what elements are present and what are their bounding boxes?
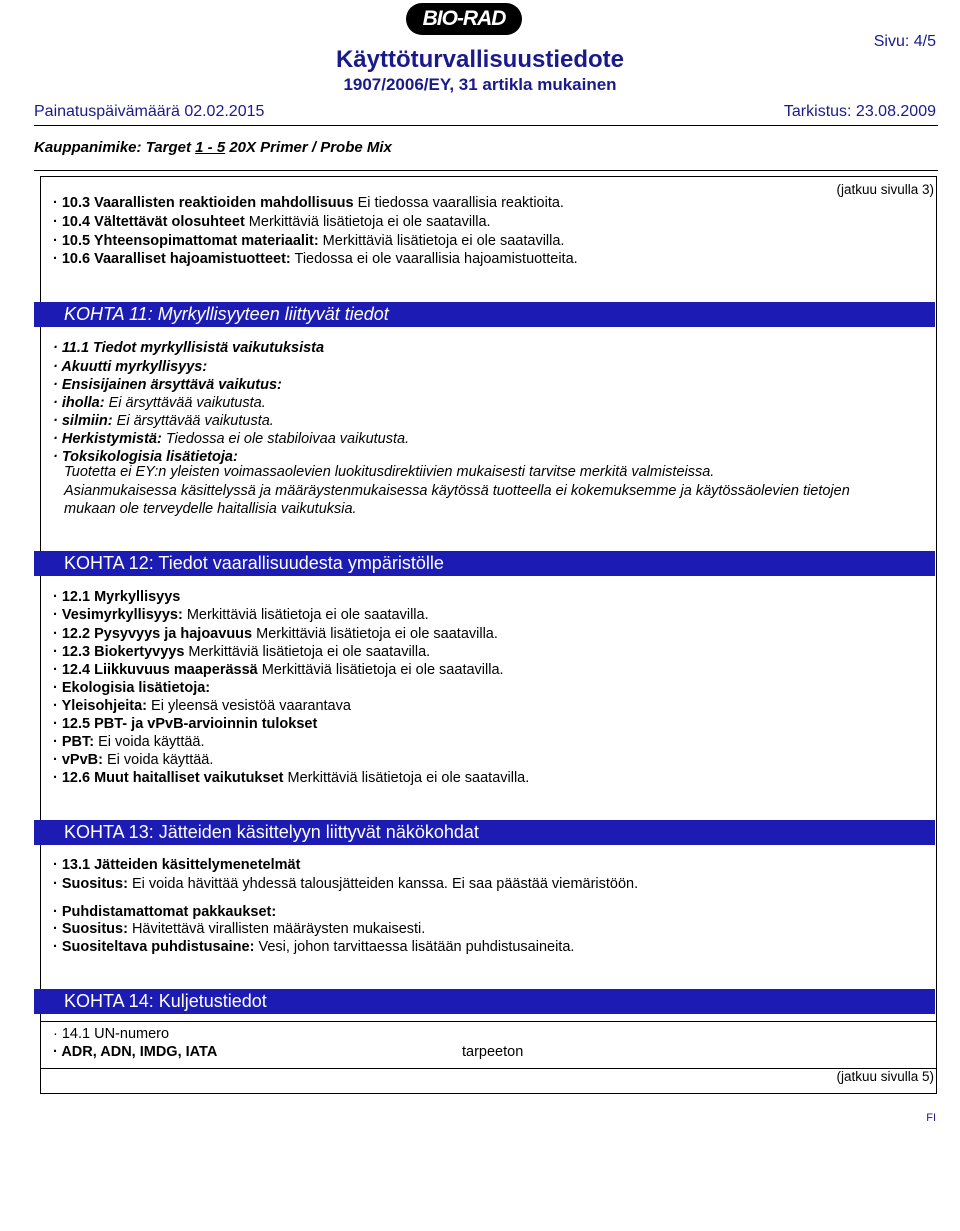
toxicology-paragraph-1: Tuotetta ei EY:n yleisten voimassaolevien luokitusdirektiivien mukaisesti tarvitse merkitä valmisteissa. xyxy=(64,464,715,480)
section-12-line xyxy=(53,662,504,678)
section-10-line-label: · 10.5 Yhteensopimattomat materiaalit: xyxy=(53,233,319,249)
section-12-line xyxy=(53,644,430,660)
section-12-line xyxy=(53,752,213,768)
section-11-line-label: · silmiin: xyxy=(53,413,113,429)
page-number: Sivu: 4/5 xyxy=(873,33,936,50)
section-12-line xyxy=(53,589,180,605)
trade-name xyxy=(34,139,392,156)
section-10-line xyxy=(53,195,564,211)
section-12-line-value: Ei voida käyttää. xyxy=(94,734,205,750)
section-11-line-value: Ei ärsyttävää vaikutusta. xyxy=(112,413,274,429)
section-10-line-label: · 10.3 Vaarallisten reaktioiden mahdollisuus xyxy=(53,195,354,211)
section-11-line xyxy=(53,413,274,429)
section-12-line-label: · Vesimyrkyllisyys: xyxy=(53,607,183,623)
continued-from-note: (jatkuu sivulla 3) xyxy=(836,182,934,197)
continued-on-note: (jatkuu sivulla 5) xyxy=(836,1069,934,1084)
toxicology-paragraph-2a: Asianmukaisessa käsittelyssä ja määräystenmukaisessa käytössä tuotteella ei kokemuksemme ja käytössäolevien tietojen xyxy=(64,483,850,499)
section-12-line-label: · 12.4 Liikkuvuus maaperässä xyxy=(53,662,258,678)
section-13-heading: KOHTA 13: Jätteiden käsittelyyn liittyvät näkökohdat xyxy=(34,820,935,845)
section-11-line-label: · 11.1 Tiedot myrkyllisistä vaikutuksista xyxy=(53,340,325,356)
section-12-line xyxy=(53,734,205,750)
section-11-line-label: · Akuutti myrkyllisyys: xyxy=(53,359,208,375)
section-12-line xyxy=(53,698,351,714)
adr-value: tarpeeton xyxy=(462,1044,524,1060)
section-12-line-value: Merkittäviä lisätietoja ei ole saatavilla. xyxy=(182,607,429,623)
section-12-line-value: Merkittäviä lisätietoja ei ole saatavilla. xyxy=(283,770,530,786)
section-11-line-label: · Toksikologisia lisätietoja: xyxy=(53,449,238,465)
revision-date: Tarkistus: 23.08.2009 xyxy=(783,103,936,120)
section-12-line xyxy=(53,626,498,642)
section-11-line-label: · Herkistymistä: xyxy=(53,431,162,447)
section-11-line xyxy=(53,340,324,356)
trade-name-suffix: 20X Primer / Probe Mix xyxy=(225,139,392,156)
section-11-line xyxy=(53,449,238,465)
document-title: Käyttöturvallisuustiedote xyxy=(335,46,625,73)
section-13-line-label: · Suositus: xyxy=(53,876,128,892)
header-rule-bottom xyxy=(34,170,938,171)
section-13-line xyxy=(53,876,638,892)
section-12-line-label: · 12.3 Biokertyvyys xyxy=(53,644,185,660)
section-11-heading: KOHTA 11: Myrkyllisyyteen liittyvät tiedot xyxy=(34,302,935,327)
section-12-line-label: · 12.5 PBT- ja vPvB-arvioinnin tulokset xyxy=(53,716,318,732)
section-11-line-label: · iholla: xyxy=(53,395,105,411)
section-12-line-label: · 12.6 Muut haitalliset vaikutukset xyxy=(53,770,284,786)
section-12-line-value: Ei yleensä vesistöä vaarantava xyxy=(147,698,351,714)
section-13-line-label: · Suositeltava puhdistusaine: xyxy=(53,939,255,955)
section-13-line xyxy=(53,904,276,920)
section-11-line-value: Tiedossa ei ole stabiloivaa vaikutusta. xyxy=(161,431,410,447)
section-11-line xyxy=(53,377,282,393)
document-subtitle: 1907/2006/EY, 31 artikla mukainen xyxy=(343,75,617,94)
bio-rad-logo: BIO-RAD xyxy=(406,3,522,35)
section-13-line-value: Hävitettävä virallisten määräysten mukaisesti. xyxy=(127,921,426,937)
section-13-line xyxy=(53,921,425,937)
section-10-line-value: Merkittäviä lisätietoja ei ole saatavilla. xyxy=(318,233,565,249)
adr-label: · ADR, ADN, IMDG, IATA xyxy=(53,1044,218,1060)
section-11-line-label: · Ensisijainen ärsyttävä vaikutus: xyxy=(53,377,282,393)
section-12-line-label: · vPvB: xyxy=(53,752,103,768)
section-11-line xyxy=(53,431,409,447)
print-date: Painatuspäivämäärä 02.02.2015 xyxy=(34,103,265,120)
section-13-line-value: Ei voida hävittää yhdessä talousjätteiden kanssa. Ei saa päästää viemäristöön. xyxy=(127,876,639,892)
un-number-label: · 14.1 UN-numero xyxy=(53,1026,170,1042)
section-13-line-label: · Puhdistamattomat pakkaukset: xyxy=(53,904,277,920)
section-12-line-label: · Yleisohjeita: xyxy=(53,698,148,714)
section-10-line xyxy=(53,233,564,249)
section-10-line-value: Ei tiedossa vaarallisia reaktioita. xyxy=(353,195,564,211)
section-13-line-value: Vesi, johon tarvittaessa lisätään puhdistusaineita. xyxy=(254,939,575,955)
section-10-line xyxy=(53,251,578,267)
section-12-line-label: · PBT: xyxy=(53,734,95,750)
section-12-line-label: · 12.1 Myrkyllisyys xyxy=(53,589,181,605)
section-12-line xyxy=(53,716,317,732)
section-14-heading: KOHTA 14: Kuljetustiedot xyxy=(34,989,935,1014)
section-13-line-label: · 13.1 Jätteiden käsittelymenetelmät xyxy=(53,857,301,873)
section-11-line-value: Ei ärsyttävää vaikutusta. xyxy=(104,395,266,411)
section-13-line xyxy=(53,939,574,955)
toxicology-paragraph-2b: mukaan ole terveydelle haitallisia vaikutuksia. xyxy=(64,501,357,517)
section-12-line xyxy=(53,680,210,696)
section-12-line-value: Ei voida käyttää. xyxy=(102,752,214,768)
section-10-line xyxy=(53,214,491,230)
section-11-line xyxy=(53,395,266,411)
section-12-line xyxy=(53,770,529,786)
section-12-heading: KOHTA 12: Tiedot vaarallisuudesta ympäristölle xyxy=(34,551,935,576)
section-13-line-label: · Suositus: xyxy=(53,921,128,937)
header-rule xyxy=(34,125,938,126)
section-13-line xyxy=(53,857,300,873)
section-12-line-label: · 12.2 Pysyvyys ja hajoavuus xyxy=(53,626,253,642)
section-11-line xyxy=(53,359,207,375)
section-10-line-value: Merkittäviä lisätietoja ei ole saatavilla. xyxy=(244,214,491,230)
trade-name-prefix: Kauppanimike: Target xyxy=(34,139,196,156)
section-12-line-value: Merkittäviä lisätietoja ei ole saatavilla. xyxy=(252,626,498,642)
section-12-line-label: · Ekologisia lisätietoja: xyxy=(53,680,211,696)
section-10-line-label: · 10.4 Vältettävät olosuhteet xyxy=(53,214,245,230)
section-10-line-label: · 10.6 Vaaralliset hajoamistuotteet: xyxy=(53,251,291,267)
trade-name-underlined: 1 - 5 xyxy=(195,139,226,156)
section-12-line xyxy=(53,607,429,623)
section-12-line-value: Merkittäviä lisätietoja ei ole saatavilla. xyxy=(257,662,504,678)
language-code: FI xyxy=(926,1112,936,1124)
section-10-line-value: Tiedossa ei ole vaarallisia hajoamistuotteita. xyxy=(290,251,578,267)
section-12-line-value: Merkittäviä lisätietoja ei ole saatavilla. xyxy=(184,644,431,660)
